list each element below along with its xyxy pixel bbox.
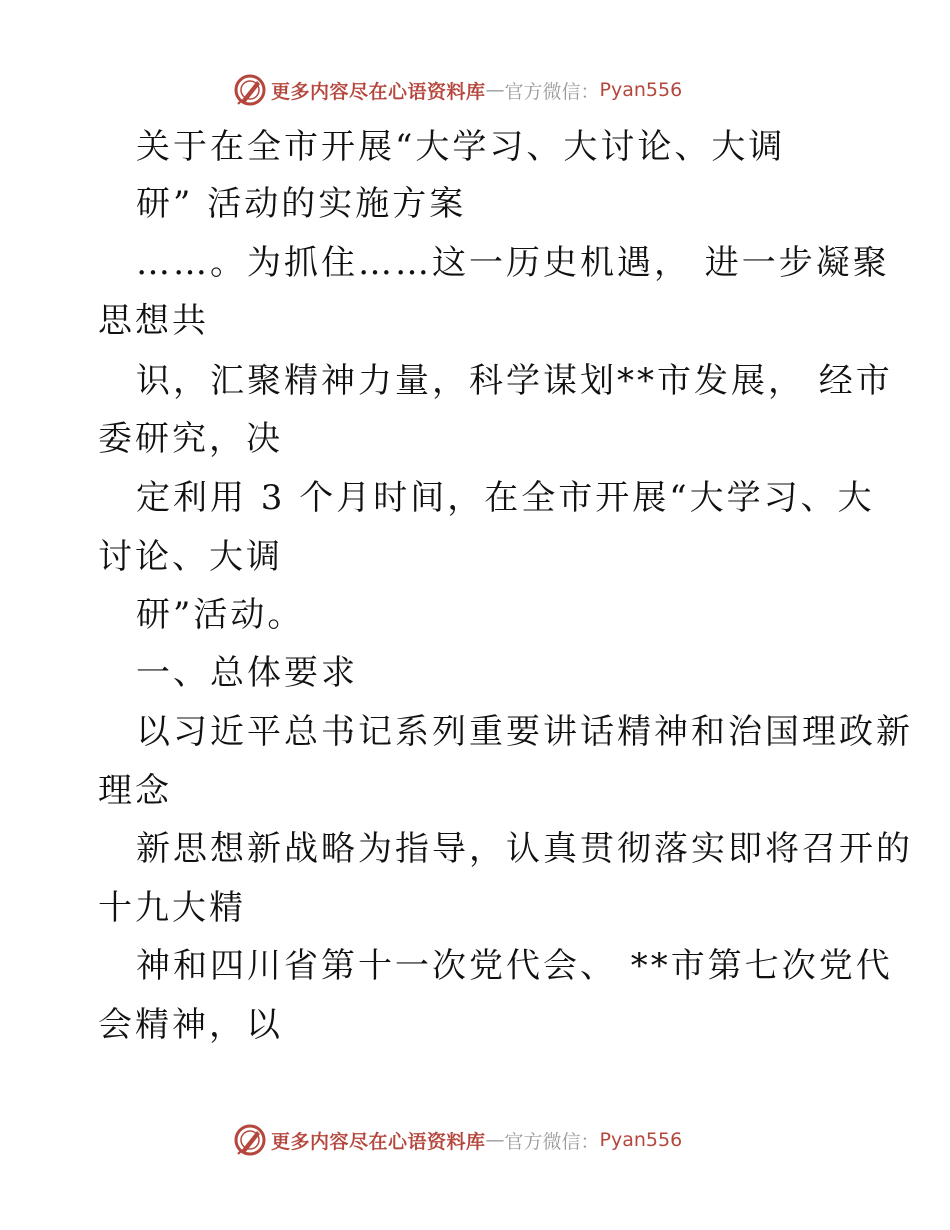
banner-wechat-id: Pyan556 — [599, 1129, 683, 1151]
section-heading: 一、总体要求 — [136, 653, 358, 693]
header-watermark — [233, 72, 682, 108]
doc-text-line: 讨论、大调 — [98, 537, 283, 577]
quill-logo-icon — [233, 1123, 267, 1157]
doc-text-line: 会精神，以 — [98, 1005, 283, 1045]
doc-text-line: 神和四川省第十一次党代会、 **市第七次党代 — [136, 946, 893, 986]
doc-text-line: 识，汇聚精神力量，科学谋划**市发展， 经市 — [136, 361, 893, 401]
doc-text-line: 理念 — [98, 771, 172, 811]
doc-text-line: 研”活动。 — [136, 595, 305, 635]
banner-dash: — — [485, 1129, 505, 1151]
banner-wechat-label: 官方微信： — [504, 80, 600, 103]
quill-logo-icon — [233, 73, 267, 107]
doc-title-line-2: 研” 活动的实施方案 — [136, 184, 467, 224]
banner-wechat-label: 官方微信： — [504, 1130, 600, 1153]
footer-watermark — [233, 1122, 682, 1158]
doc-title-line-1: 关于在全市开展“大学习、大讨论、大调 — [136, 127, 786, 167]
doc-text-line: 思想共 — [98, 301, 209, 341]
banner-slogan: 更多内容尽在心语资料库 — [271, 1130, 486, 1153]
doc-text-line: 定利用 3 个月时间，在全市开展“大学习、大 — [136, 478, 875, 518]
doc-text-line: 委研究，决 — [98, 419, 283, 459]
doc-text-line: 新思想新战略为指导，认真贯彻落实即将召开的 — [136, 829, 913, 869]
doc-text-line: ……。为抓住……这一历史机遇， 进一步凝聚 — [136, 243, 890, 283]
banner-wechat-id: Pyan556 — [599, 79, 683, 101]
doc-text-line: 以习近平总书记系列重要讲话精神和治国理政新 — [136, 712, 913, 752]
banner-slogan: 更多内容尽在心语资料库 — [271, 80, 486, 103]
doc-text-line: 十九大精 — [98, 888, 246, 928]
banner-dash: — — [485, 79, 505, 101]
